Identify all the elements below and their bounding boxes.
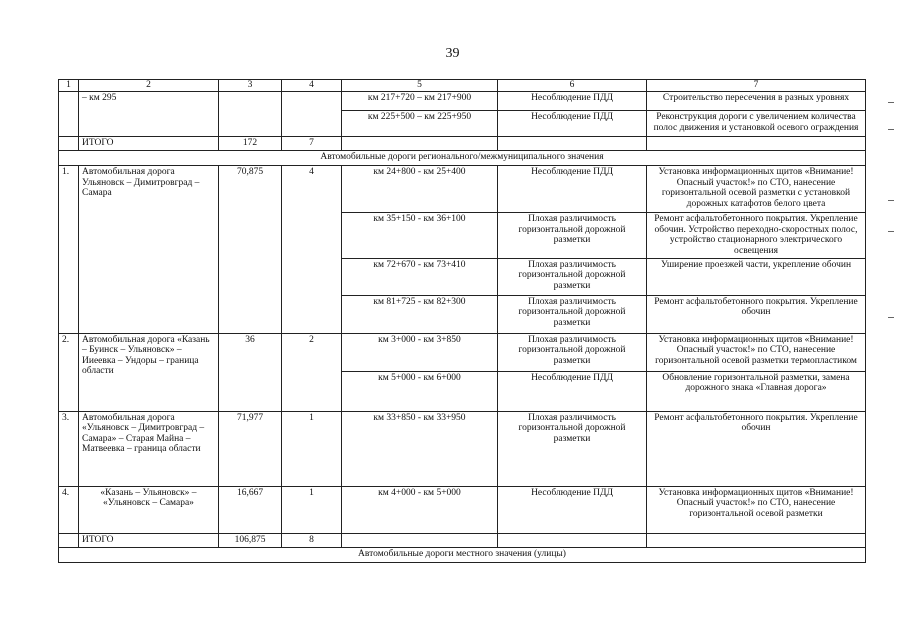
reason-cell: Несоблюдение ПДД (498, 486, 647, 533)
measure-cell: Уширение проезжей части, укрепление обочин (647, 258, 866, 295)
section-range-cell: км 33+850 - км 33+950 (342, 411, 498, 486)
column-number-row (59, 80, 866, 92)
reason-cell: Несоблюдение ПДД (498, 166, 647, 213)
section-header-row (59, 151, 866, 166)
total-row (59, 533, 866, 547)
road-name: «Казань – Ульяновск» – «Ульяновск – Самара» (79, 486, 219, 533)
row-number-cell (59, 137, 79, 151)
total-length: 172 (219, 137, 282, 151)
count-cell (282, 92, 342, 137)
section-header: Автомобильные дороги местного значения (улицы) (59, 547, 866, 562)
reason-cell: Плохая различимость горизонтальной дорожной разметки (498, 258, 647, 295)
total-length: 106,875 (219, 533, 282, 547)
total-count: 7 (282, 137, 342, 151)
row-number-cell (59, 533, 79, 547)
road-count: 4 (282, 166, 342, 334)
column-number: 7 (647, 80, 866, 92)
section-range-cell: км 217+720 – км 217+900 (342, 92, 498, 111)
scan-mark (888, 102, 894, 103)
table-row (59, 166, 866, 213)
column-number: 4 (282, 80, 342, 92)
section-range-cell: км 72+670 - км 73+410 (342, 258, 498, 295)
road-name: Автомобильная дорога Ульяновск – Димитровград – Самара (79, 166, 219, 334)
column-number: 5 (342, 80, 498, 92)
measure-cell: Строительство пересечения в разных уровнях (647, 92, 866, 111)
measure-cell: Установка информационных щитов «Внимание! Опасный участок!» по СТО, нанесение горизонтальной осевой разметки термопластиком (647, 333, 866, 371)
row-number-cell (59, 92, 79, 137)
section-range-cell: км 35+150 - км 36+100 (342, 213, 498, 259)
row-number: 3. (59, 411, 79, 486)
table-row (59, 411, 866, 486)
empty-cell (498, 137, 647, 151)
measure-cell: Обновление горизонтальной разметки, замена дорожного знака «Главная дорога» (647, 371, 866, 411)
section-range-cell: км 5+000 - км 6+000 (342, 371, 498, 411)
row-number: 4. (59, 486, 79, 533)
scan-mark (888, 317, 894, 318)
road-length: 16,667 (219, 486, 282, 533)
table-row (59, 486, 866, 533)
reason-cell: Плохая различимость горизонтальной дорожной разметки (498, 213, 647, 259)
section-range-cell: км 81+725 - км 82+300 (342, 295, 498, 333)
reason-cell: Плохая различимость горизонтальной дорожной разметки (498, 295, 647, 333)
road-name: Автомобильная дорога «Казань – Буинск – Ульяновск» – Ииеевка – Ундоры – граница области (79, 333, 219, 411)
measure-cell: Реконструкция дороги с увеличением количества полос движения и установкой осевого ограждения (647, 111, 866, 137)
scan-mark (888, 200, 894, 201)
column-number: 3 (219, 80, 282, 92)
row-number: 2. (59, 333, 79, 411)
total-label: ИТОГО (79, 533, 219, 547)
road-length: 71,977 (219, 411, 282, 486)
section-header: Автомобильные дороги регионального/межмуниципального значения (59, 151, 866, 166)
measure-cell: Ремонт асфальтобетонного покрытия. Укрепление обочин (647, 411, 866, 486)
road-length: 36 (219, 333, 282, 411)
empty-cell (498, 533, 647, 547)
empty-cell (342, 137, 498, 151)
scan-mark (888, 231, 894, 232)
section-range-cell: км 3+000 - км 3+850 (342, 333, 498, 371)
roads-table (58, 79, 866, 563)
measure-cell: Ремонт асфальтобетонного покрытия. Укрепление обочин. Устройство переходно-скоростных полос, устройство стационарного электрического освещения (647, 213, 866, 259)
column-number: 2 (79, 80, 219, 92)
total-row (59, 137, 866, 151)
road-count: 1 (282, 486, 342, 533)
table-row (59, 333, 866, 371)
reason-cell: Несоблюдение ПДД (498, 371, 647, 411)
page-number: 39 (445, 46, 460, 61)
road-name-cell: – км 295 (79, 92, 219, 137)
section-range-cell: км 4+000 - км 5+000 (342, 486, 498, 533)
road-count: 1 (282, 411, 342, 486)
empty-cell (647, 137, 866, 151)
section-range-cell: км 225+500 – км 225+950 (342, 111, 498, 137)
section-header-row (59, 547, 866, 562)
reason-cell: Плохая различимость горизонтальной дорожной разметки (498, 333, 647, 371)
section-range-cell: км 24+800 - км 25+400 (342, 166, 498, 213)
length-cell (219, 92, 282, 137)
road-count: 2 (282, 333, 342, 411)
road-length: 70,875 (219, 166, 282, 334)
scan-mark (888, 129, 894, 130)
table-row (59, 92, 866, 111)
measure-cell: Установка информационных щитов «Внимание! Опасный участок!» по СТО, нанесение горизонтальной осевой разметки (647, 486, 866, 533)
road-name: Автомобильная дорога «Ульяновск – Димитровград – Самара» – Старая Майна – Матвеевка – граница области (79, 411, 219, 486)
empty-cell (342, 533, 498, 547)
reason-cell: Несоблюдение ПДД (498, 111, 647, 137)
column-number: 6 (498, 80, 647, 92)
column-number: 1 (59, 80, 79, 92)
row-number: 1. (59, 166, 79, 334)
reason-cell: Плохая различимость горизонтальной дорожной разметки (498, 411, 647, 486)
reason-cell: Несоблюдение ПДД (498, 92, 647, 111)
measure-cell: Ремонт асфальтобетонного покрытия. Укрепление обочин (647, 295, 866, 333)
empty-cell (647, 533, 866, 547)
measure-cell: Установка информационных щитов «Внимание! Опасный участок!» по СТО, нанесение горизонтальной осевой разметки с установкой дорожных катафотов белого цвета (647, 166, 866, 213)
total-label: ИТОГО (79, 137, 219, 151)
total-count: 8 (282, 533, 342, 547)
